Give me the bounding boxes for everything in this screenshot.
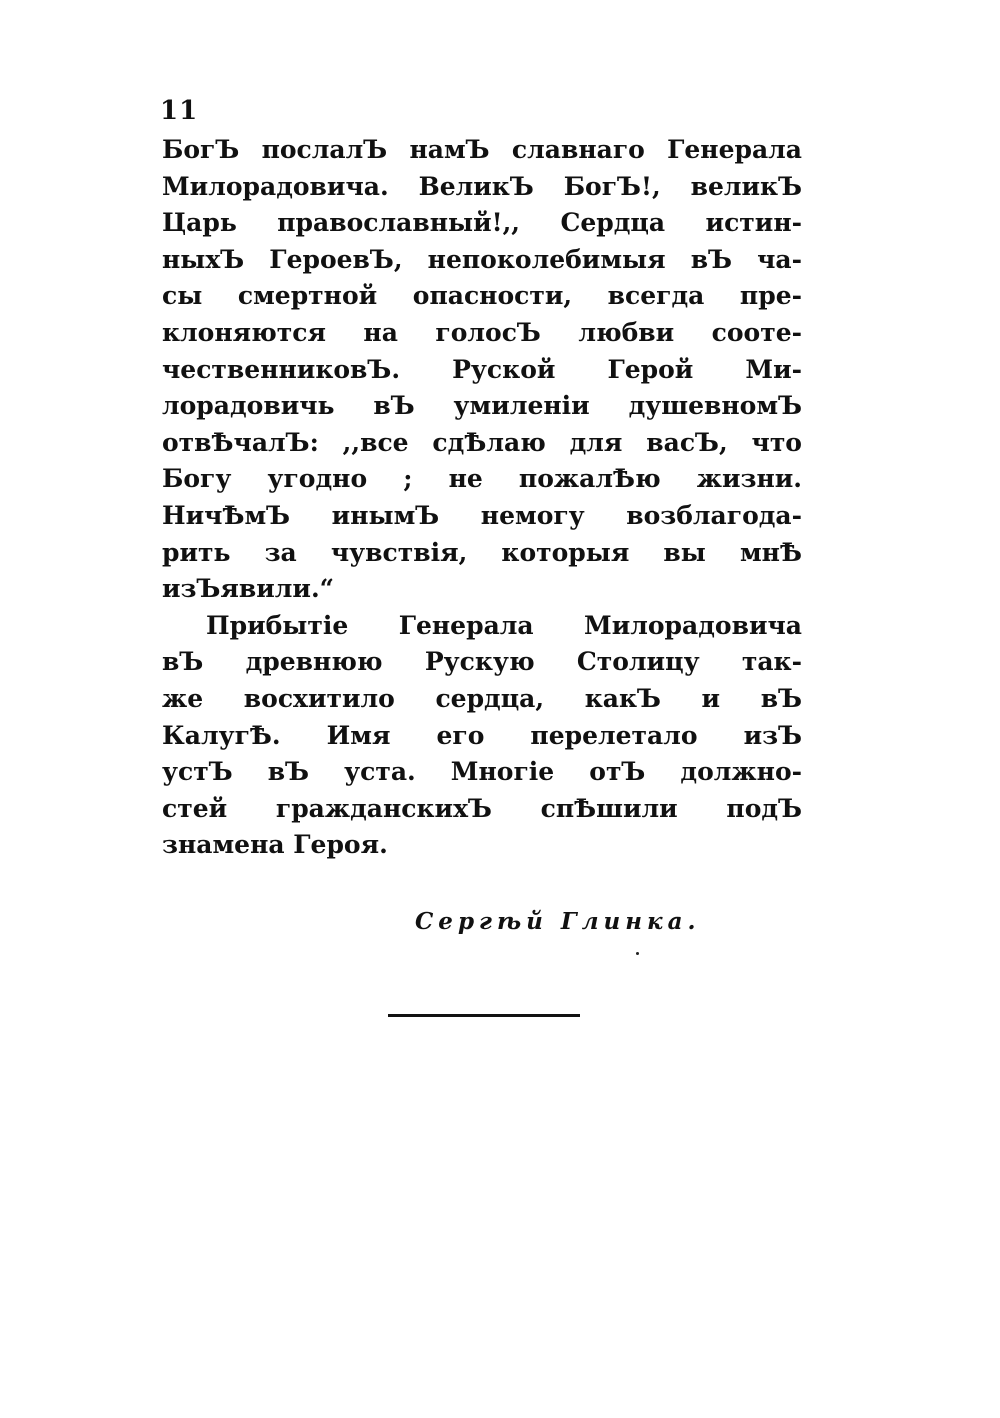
text-line: отвѢчалЪ: ,,все сдѢлаю для васЪ, что (162, 427, 802, 457)
text-line: Царь православный!,, Сердца истин- (162, 208, 802, 238)
text-line: лорадовичь вЪ умиленіи душевномЪ (162, 391, 802, 421)
text-line: рить за чувствія, которыя вы мнѢ (162, 537, 802, 567)
text-line: изЪявили.“ (162, 574, 335, 604)
text-line: Прибытіе Генерала Милорадовича (206, 610, 802, 640)
text-line: стей гражданскихЪ спѢшили подЪ (162, 793, 802, 823)
text-line: клоняются на голосЪ любви соотe- (162, 317, 802, 347)
ink-dot (636, 952, 639, 955)
text-line: чественниковЪ. Руской Герой Ми- (162, 354, 802, 384)
text-line: БогЪ послалЪ намЪ славнаго Генерала (162, 135, 802, 164)
author-signature: Сергѣй Глинка. (415, 908, 701, 935)
text-line: же восхитило сердца, какЪ и вЪ (162, 683, 802, 713)
text-line: НичѢмЪ инымЪ немогу возблагода- (162, 500, 802, 530)
text-line: ныхЪ ГероевЪ, непоколебимыя вЪ ча- (162, 244, 802, 274)
paragraph-2 (162, 608, 802, 864)
text-line: Богу угодно ; не пожалѢю жизни. (162, 464, 802, 494)
text-line: вЪ древнюю Рускую Столицу так- (162, 647, 802, 677)
text-line: КалугѢ. Имя его перелетало изЪ (162, 720, 802, 750)
text-line: устЪ вЪ уста. Многіе отЪ должно- (162, 757, 802, 787)
page-number: 11 (160, 96, 199, 126)
body-text (162, 132, 802, 864)
text-line: Милорадовича. ВеликЪ БогЪ!, великЪ (162, 171, 802, 201)
closing-rule-divider (388, 1014, 580, 1017)
text-line: знамена Героя. (162, 830, 388, 860)
text-line: сы смертной опасности, всегда пре- (162, 281, 802, 311)
paragraph-1 (162, 132, 802, 608)
